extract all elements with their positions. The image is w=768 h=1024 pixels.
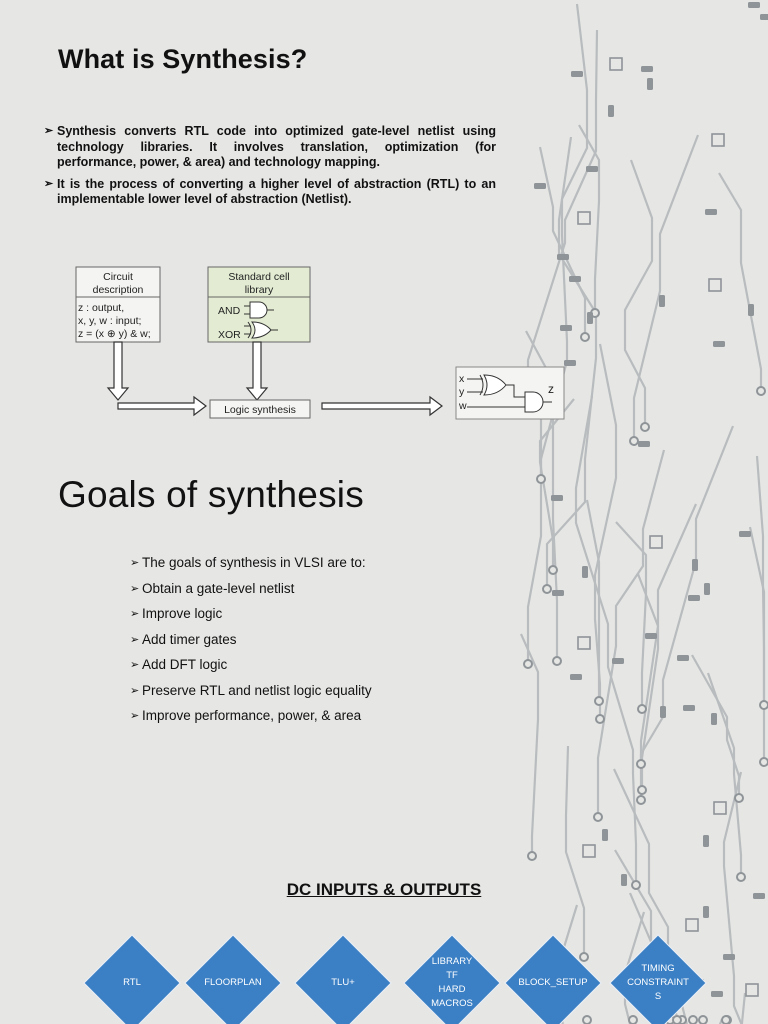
diamond-label-tlu — [298, 976, 388, 990]
diamond-label-rtl — [87, 976, 177, 990]
goals-item-text: The goals of synthesis in VLSI are to: — [142, 555, 366, 570]
arrow-bullet-icon: ➢ — [130, 557, 140, 569]
circuit-line1: z : output, — [78, 302, 125, 314]
goals-item-text: Preserve RTL and netlist logic equality — [142, 682, 372, 698]
diamond-label-floorplan — [188, 976, 278, 990]
goals-item-text: Add timer gates — [142, 631, 237, 647]
diamond-label-line: HARD — [438, 984, 466, 995]
diamond-label-line: FLOORPLAN — [204, 977, 262, 988]
output-x-label: x — [459, 373, 465, 385]
diamond-label-line: RTL — [123, 977, 141, 988]
arrow-bullet-icon: ➢ — [130, 582, 140, 595]
arrow-bullet-icon: ➢ — [130, 710, 140, 722]
circuit-title-line2: description — [92, 284, 144, 296]
output-y-label: y — [459, 386, 465, 398]
library-title-line2: library — [244, 284, 274, 296]
arrow-bullet-icon: ➢ — [130, 684, 140, 697]
library-title-line1: Standard cell — [228, 271, 290, 283]
circuit-line2: x, y, w : input; — [78, 315, 142, 327]
diamond-label-line: TIMING — [641, 963, 675, 974]
goals-title: Goals of synthesis — [58, 474, 364, 515]
diamond-label-line: CONSTRAINT — [627, 977, 689, 988]
diamond-label-line: BLOCK_SETUP — [518, 977, 588, 988]
diamond-label-block-setup — [508, 976, 598, 990]
arrow-bullet-icon: ➢ — [44, 125, 54, 137]
bullet-text: It is the process of converting a higher level of abstraction (RTL) to an implementable lower level of abstraction (Netlist). — [57, 176, 496, 206]
dc-inputs-outputs-title: DC INPUTS & OUTPUTS — [286, 880, 482, 899]
diamond-label-line: LIBRARY — [431, 956, 473, 967]
goals-item-text: Improve performance, power, & area — [142, 708, 362, 723]
goals-item-text: Obtain a gate-level netlist — [142, 580, 295, 596]
diamond-label-library — [407, 955, 497, 1011]
diamond-label-line: MACROS — [431, 998, 473, 1009]
diamond-label-line: S — [654, 991, 662, 1002]
arrow-bullet-icon: ➢ — [44, 177, 54, 190]
and-label: AND — [218, 305, 241, 317]
arrow-bullet-icon: ➢ — [130, 633, 140, 646]
goals-item-text: Improve logic — [142, 606, 223, 621]
bullet-text: Synthesis converts RTL code into optimized gate-level netlist using technology libraries. It involves translation, optimization (for performance, power, & area) and technology mapping. — [57, 124, 496, 169]
arrow-bullet-icon: ➢ — [130, 608, 140, 620]
arrow-bullet-icon: ➢ — [130, 659, 140, 671]
diamond-label-line: TLU+ — [331, 977, 355, 988]
page-title: What is Synthesis? — [58, 44, 308, 74]
circuit-title-line1: Circuit — [103, 271, 133, 283]
xor-label: XOR — [218, 329, 241, 341]
logic-synthesis-label: Logic synthesis — [224, 404, 296, 416]
diamond-label-line: TF — [446, 970, 458, 981]
output-z-label: z — [548, 382, 554, 396]
circuit-line3: z = (x ⊕ y) & w; — [78, 328, 151, 340]
diamond-label-timing-constraints — [613, 962, 703, 1004]
output-w-label: w — [459, 400, 467, 412]
goals-item-text: Add DFT logic — [142, 657, 228, 672]
